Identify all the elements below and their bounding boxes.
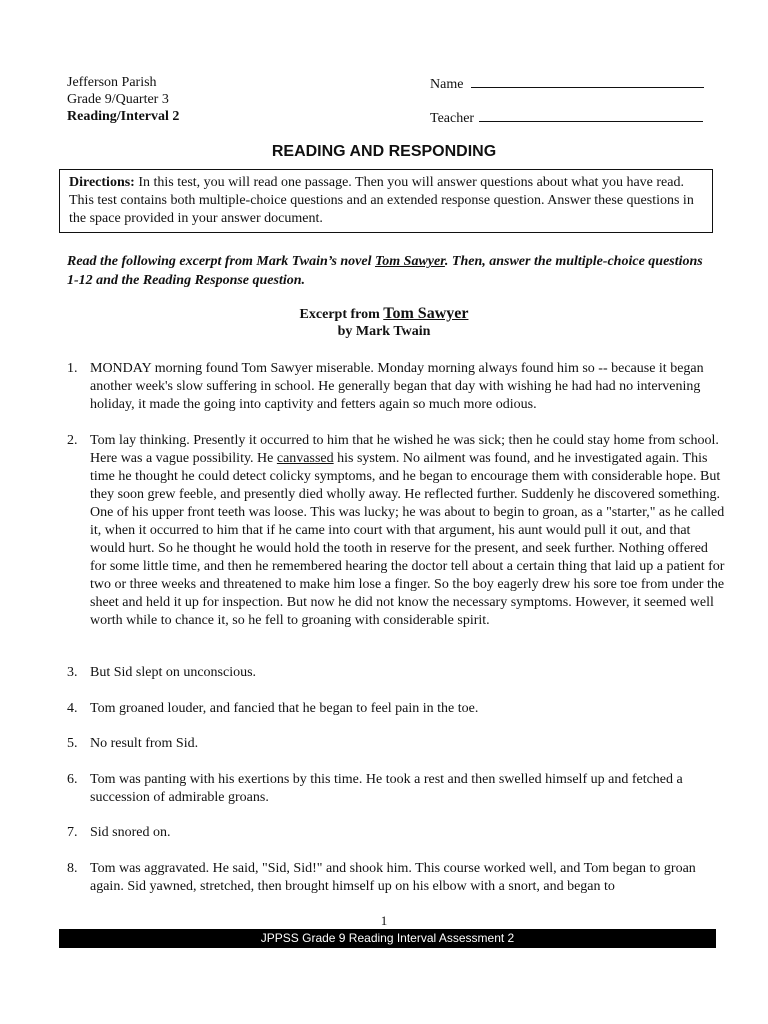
directions-label: Directions: bbox=[69, 175, 135, 190]
vocab-word-canvassed: canvassed bbox=[276, 451, 334, 466]
paragraph-text: Sid snored on. bbox=[90, 825, 171, 840]
paragraph-text: Tom was panting with his exertions by this time. He took a rest and then swelled himself up and fetched a succession of admirable groans. bbox=[90, 772, 683, 805]
paragraph-2 bbox=[67, 432, 727, 630]
paragraph-text: MONDAY morning found Tom Sawyer miserable. Monday morning always found him so -- because it began another week's slow suffering in school. He generally began that day with wishing he had had no intervening holiday, it made the going into captivity and fetters again so much more odious. bbox=[90, 361, 704, 412]
paragraph-text: But Sid slept on unconscious. bbox=[90, 665, 257, 680]
footer-bar: JPPSS Grade 9 Reading Interval Assessment 2 bbox=[59, 929, 716, 948]
instruction-after: . Then, answer the multiple-choice questions 1-12 and the Reading Response question. bbox=[67, 254, 703, 288]
paragraph-7 bbox=[67, 824, 727, 842]
directions-text: In this test, you will read one passage. Then you will answer questions about what you have read. This test contains both multiple-choice questions and an extended response question. Answer these questions in the space provided in your answer document. bbox=[69, 175, 694, 226]
name-field[interactable] bbox=[430, 74, 704, 91]
header-interval: Reading/Interval 2 bbox=[67, 109, 180, 124]
paragraph-4 bbox=[67, 700, 727, 718]
paragraph-8 bbox=[67, 860, 727, 896]
excerpt-title bbox=[0, 305, 768, 324]
page-title: READING AND RESPONDING bbox=[271, 143, 497, 160]
paragraph-5 bbox=[67, 735, 727, 753]
header-grade: Grade 9/Quarter 3 bbox=[67, 92, 169, 107]
name-blank[interactable] bbox=[471, 74, 704, 88]
directions-box bbox=[59, 169, 713, 233]
paragraph-number: 1. bbox=[67, 361, 78, 376]
paragraph-number: 4. bbox=[67, 701, 78, 716]
paragraph-number: 8. bbox=[67, 861, 78, 876]
paragraph-number: 6. bbox=[67, 772, 78, 787]
paragraph-number: 2. bbox=[67, 433, 78, 448]
teacher-field[interactable] bbox=[430, 108, 704, 125]
paragraph-6 bbox=[67, 771, 727, 807]
instruction-before: Read the following excerpt from Mark Twain’s novel bbox=[67, 254, 375, 269]
teacher-blank[interactable] bbox=[479, 108, 703, 122]
paragraph-3 bbox=[67, 664, 727, 682]
header-parish: Jefferson Parish bbox=[67, 75, 157, 90]
paragraph-text bbox=[90, 432, 727, 630]
excerpt-book-title: Tom Sawyer bbox=[383, 305, 469, 322]
reading-instruction bbox=[67, 252, 717, 290]
excerpt-prefix: Excerpt from bbox=[299, 307, 384, 322]
header-school-info bbox=[67, 74, 179, 125]
header-student-fields bbox=[430, 74, 704, 125]
paragraph-text: Tom groaned louder, and fancied that he began to feel pain in the toe. bbox=[90, 701, 479, 716]
name-label: Name bbox=[430, 77, 464, 92]
paragraph-number: 7. bbox=[67, 825, 78, 840]
page-number: 1 bbox=[380, 913, 388, 928]
paragraph-1 bbox=[67, 360, 727, 414]
paragraph-text: No result from Sid. bbox=[90, 736, 199, 751]
teacher-label: Teacher bbox=[430, 111, 475, 126]
paragraph-number: 3. bbox=[67, 665, 78, 680]
excerpt-author: by Mark Twain bbox=[337, 324, 431, 339]
instruction-book-title: Tom Sawyer bbox=[375, 254, 445, 269]
paragraph-text: Tom was aggravated. He said, "Sid, Sid!" and shook him. This course worked well, and Tom began to groan again. Sid yawned, stretched, then brought himself up on his elbow with a snort, and began to bbox=[90, 861, 696, 894]
paragraph-text-part: his system. No ailment was found, and he investigated again. This time he thought he could detect colicky symptoms, and he began to encourage them with considerable hope. But they soon grew feeble, and presently died wholly away. He reflected further. Suddenly he discovered something. One of his upper front teeth was loose. This was lucky; he was about to begin to groan, as a "starter," as he called it, when it occurred to him that if he came into court with that argument, his aunt would pull it out, and that would hurt. So he thought he would hold the tooth in reserve for the present, and seek further. Nothing offered for some little time, and then he remembered hearing the doctor tell about a certain thing that laid up a patient for two or three weeks and threatened to make him lose a finger. So the boy eagerly drew his sore toe from under the sheet and held it up for inspection. But now he did not know the necessary symptoms. However, it seemed well worth while to chance it, so he fell to groaning with considerable spirit. bbox=[90, 451, 725, 628]
paragraph-number: 5. bbox=[67, 736, 78, 751]
paragraph-text-part: Tom lay thinking. Presently it occurred to him that he wished he was sick; then he could stay home from school. Here was a vague possibility. He bbox=[90, 433, 719, 466]
